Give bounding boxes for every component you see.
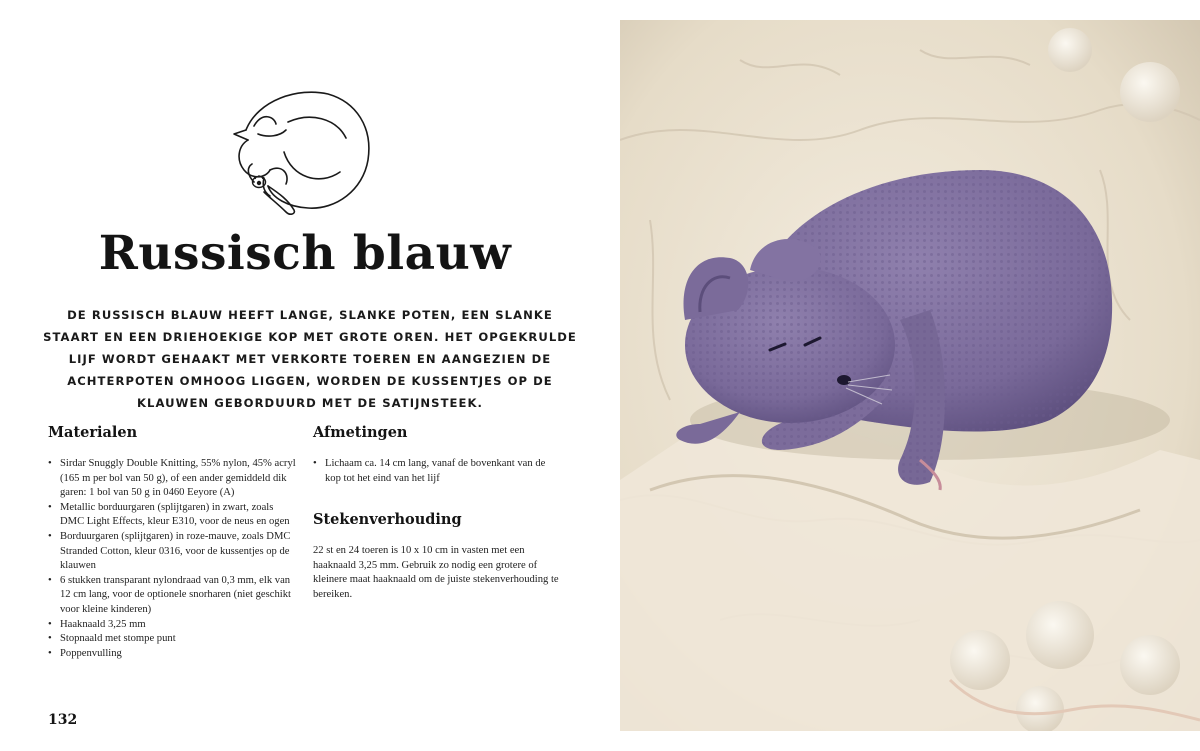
dimensions-list <box>313 457 563 486</box>
gauge-paragraph: 22 st en 24 toeren is 10 x 10 cm in vasten met een haaknaald 3,25 mm. Gebruik zo nodig een grotere of kleinere maat haaknaald om de juiste stekenverhouding te bereiken. <box>313 545 559 600</box>
list-item: • Sirdar Snuggly Double Knitting, 55% nylon, 45% acryl (165 m per bol van 50 g), of een ander gemiddeld dik garen: 1 bol van 50 g in 0460 Eeyore (A) <box>48 458 296 499</box>
list-item: • Poppenvulling <box>48 647 298 662</box>
materials-list <box>48 457 298 661</box>
photo-crocheted-cat <box>620 20 1200 731</box>
list-item: • 6 stukken transparant nylondraad van 0,3 mm, elk van 12 cm lang, voor de optionele snorharen (niet geschikt voor kleine kinderen) <box>48 574 291 615</box>
page-title: Russisch blauw <box>98 226 512 281</box>
bullet-icon: • <box>48 618 52 630</box>
bullet-icon: • <box>48 647 52 659</box>
list-item: • Stopnaald met stompe punt <box>48 632 298 647</box>
sleeping-cat-illustration <box>228 82 378 217</box>
bullet-icon: • <box>48 501 52 513</box>
intro-paragraph: DE RUSSISCH BLAUW HEEFT LANGE, SLANKE POTEN, EEN SLANKE STAART EN EEN DRIEHOEKIGE KOP MET GROTE OREN. HET OPGEKRULDE LIJF WORDT GEHAAKT MET VERKORTE TOEREN EN AANGEZIEN DE ACHTERPOTEN OMHOOG LIGGEN, WORDEN DE KUSSENTJES OP DE KLAUWEN GEBORDUURD MET DE SATIJNSTEEK. <box>43 308 577 410</box>
crocheted-cat-photo-image <box>620 20 1200 731</box>
bullet-icon: • <box>48 574 52 586</box>
gauge-heading: Stekenverhouding <box>313 511 462 528</box>
page-number: 132 <box>48 712 78 728</box>
bullet-icon: • <box>313 458 317 469</box>
list-item: • Haaknaald 3,25 mm <box>48 618 298 633</box>
bullet-icon: • <box>48 530 52 542</box>
list-item: • Borduurgaren (splijtgaren) in roze-mauve, zoals DMC Stranded Cotton, kleur 0316, voor de kussentjes op de klauwen <box>48 530 291 572</box>
materials-heading: Materialen <box>48 424 138 441</box>
bullet-icon: • <box>48 458 52 469</box>
list-item: • Metallic borduurgaren (splijtgaren) in zwart, zoals DMC Light Effects, kleur E310, voor de neus en ogen <box>48 501 290 528</box>
dimensions-heading: Afmetingen <box>313 424 408 441</box>
list-item: • Lichaam ca. 14 cm lang, vanaf de bovenkant van de kop tot het eind van het lijf <box>313 458 546 484</box>
bullet-icon: • <box>48 633 52 645</box>
